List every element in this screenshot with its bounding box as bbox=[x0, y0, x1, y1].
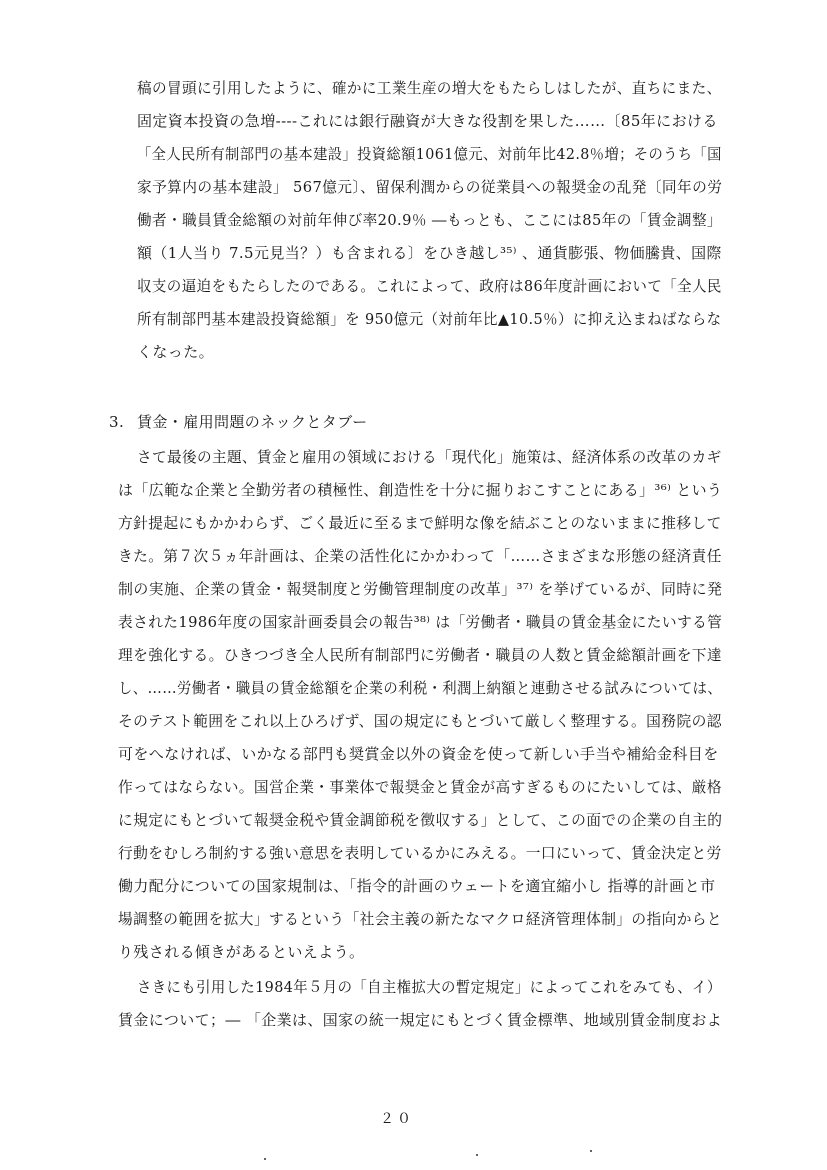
section-title: 賃金・雇用問題のネックとタブー bbox=[137, 413, 368, 431]
text-line: 制の実施、企業の賃金・報奨制度と労働管理制度の改革」³⁷⁾ を挙げているが、同時に発 bbox=[118, 580, 723, 598]
text-line: さきにも引用した1984年５月の「自主権拡大の暫定規定」によってこれをみても、イ） bbox=[137, 978, 722, 996]
page-number: ２０ bbox=[380, 1111, 414, 1127]
text-line: 家予算内の基本建設」 567億元〕、留保利潤からの従業員への報奨金の乱発〔同年の労 bbox=[137, 178, 723, 196]
text-line: 作ってはならない。国営企業・事業体で報奨金と賃金が高すぎるものにたいしては、厳格 bbox=[118, 778, 723, 796]
text-line: 行動をむしろ制約する強い意思を表明しているかにみえる。一口にいって、賃金決定と労 bbox=[118, 844, 722, 862]
text-line: そのテスト範囲をこれ以上ひろげず、国の規定にもとづいて厳しく整理する。国務院の認 bbox=[118, 712, 722, 730]
text-line: 場調整の範囲を拡大」するという「社会主義の新たなマクロ経済管理体制」の指向からと bbox=[118, 910, 723, 928]
text-line: 働者・職員賃金総額の対前年伸び率20.9％ ―もっとも、ここには85年の「賃金調整」 bbox=[137, 211, 723, 229]
text-line: 賃金について；― 「企業は、国家の統一規定にもとづく賃金標準、地域別賃金制度およ bbox=[118, 1011, 723, 1029]
section-number: 3. bbox=[109, 413, 125, 431]
text-line: くなった。 bbox=[137, 343, 215, 361]
text-line: きた。第７次５ヵ年計画は、企業の活性化にかかわって「……さまざまな形態の経済責任 bbox=[118, 547, 722, 565]
text-line: 稿の冒頭に引用したように、確かに工業生産の増大をもたらしはしたが、直ちにまた、 bbox=[137, 79, 722, 97]
text-line: 所有制部門基本建設投資総額」を 950億元（対前年比▲10.5％）に抑え込まねばならな bbox=[137, 310, 722, 328]
scan-speck bbox=[264, 1158, 266, 1160]
text-line: に規定にもとづいて報奨金税や賃金調節税を徴収する」として、この面での企業の自主的 bbox=[118, 811, 723, 829]
text-line: 働力配分についての国家規制は、「指令的計画のウェートを適宜縮小し 指導的計画と市 bbox=[118, 877, 716, 895]
text-line: し、……労働者・職員の賃金総額を企業の利税・利潤上納額と連動させる試みについては、 bbox=[118, 679, 723, 697]
text-line: 収支の逼迫をもたらしたのである。これによって、政府は86年度計画において「全人民 bbox=[137, 277, 722, 295]
text-line: 可をへなければ、いかなる部門も奨賞金以外の資金を使って新しい手当や補給金科目を bbox=[118, 745, 719, 763]
scan-speck bbox=[476, 1154, 478, 1156]
text-line: 表された1986年度の国家計画委員会の報告³⁸⁾ は「労働者・職員の賃金基金にたいする管 bbox=[118, 613, 723, 631]
text-line: 理を強化する。ひきつづき全人民所有制部門に労働者・職員の人数と賃金総額計画を下達 bbox=[118, 646, 723, 664]
text-line: 「全人民所有制部門の基本建設」投資総額1061億元、対前年比42.8％増；そのうち「国 bbox=[137, 145, 722, 163]
text-line: 方針提起にもかかわらず、ごく最近に至るまで鮮明な像を結ぶことのないままに推移して bbox=[118, 514, 722, 532]
text-line: は「広範な企業と全勤労者の積極性、創造性を十分に掘りおこすことにある」³⁶⁾ という bbox=[118, 481, 723, 499]
text-line: 額（1人当り 7.5元見当？）も含まれる〕をひき越し³⁵⁾ 、通貨膨張、物価騰貴、国際 bbox=[137, 244, 722, 262]
text-line: さて最後の主題、賃金と雇用の領域における「現代化」施策は、経済体系の改革のカギ bbox=[137, 448, 722, 466]
text-line: り残される傾きがあるといえよう。 bbox=[118, 943, 365, 961]
scan-speck bbox=[590, 1150, 592, 1152]
text-line: 固定資本投資の急増----これには銀行融資が大きな役割を果した……〔85年における bbox=[137, 112, 718, 130]
